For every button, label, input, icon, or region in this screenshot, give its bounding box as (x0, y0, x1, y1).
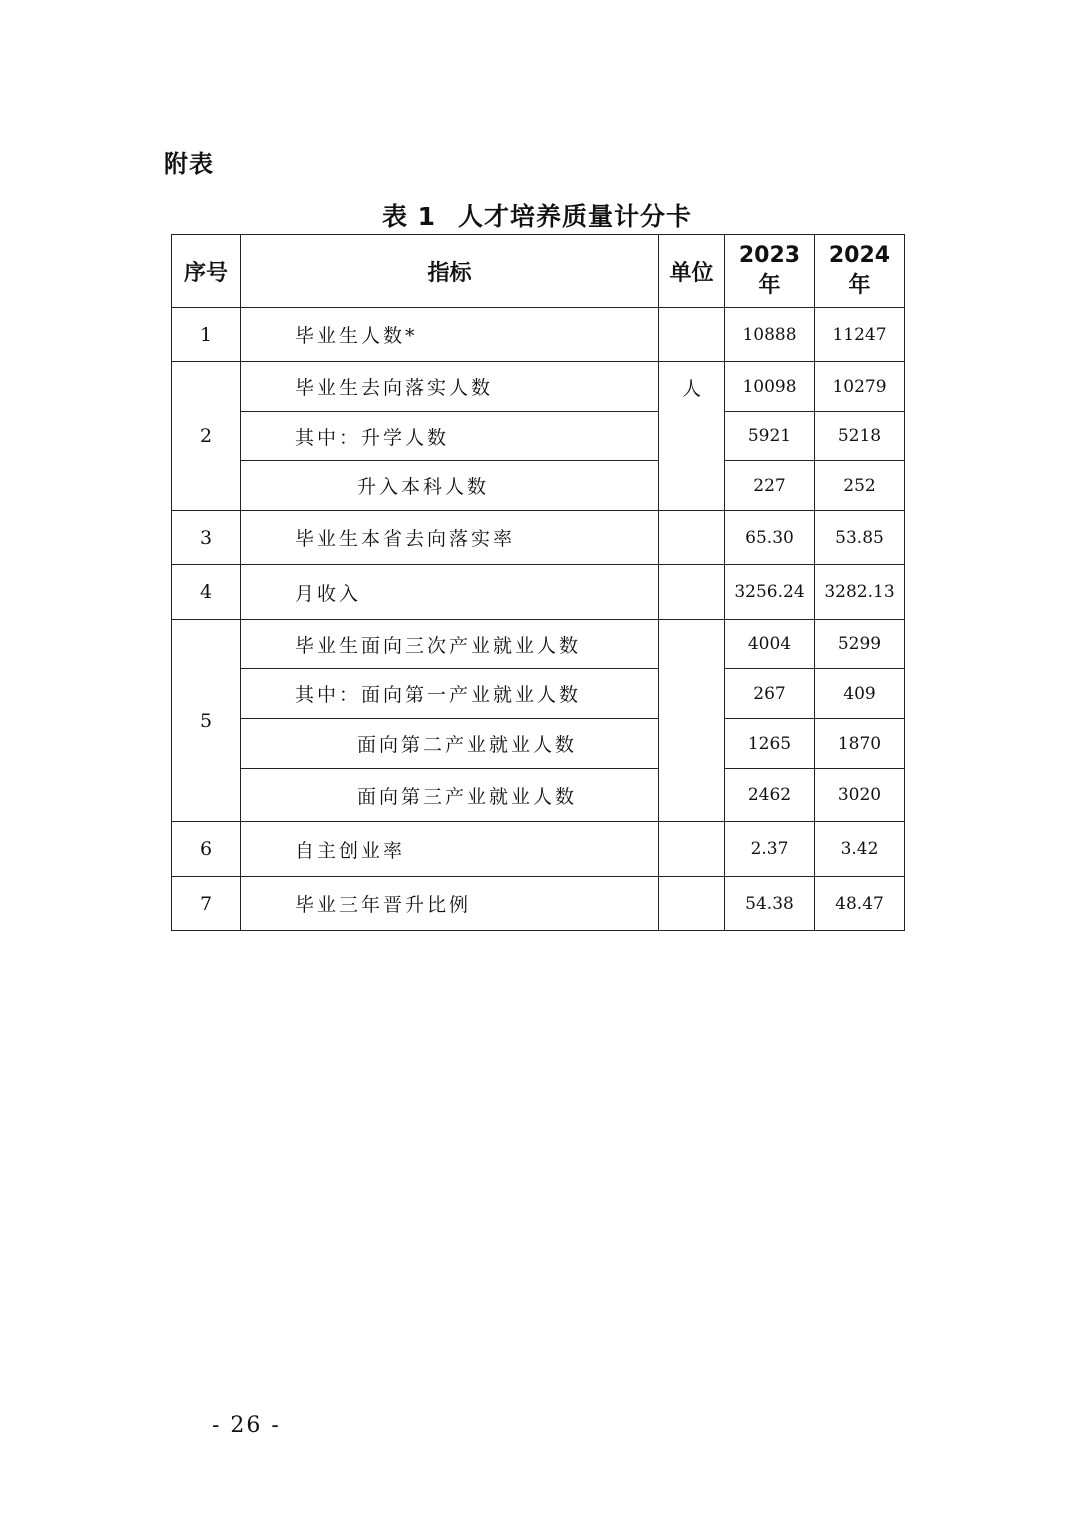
header-indicator: 指标 (241, 235, 659, 308)
indicator-label: 毕业生人数* (295, 325, 418, 347)
unit-cell (659, 511, 725, 565)
value-2023: 54.38 (725, 877, 815, 931)
value-2023: 227 (725, 461, 815, 511)
unit-cell (659, 620, 725, 822)
header-seq: 序号 (172, 235, 241, 308)
table-row (172, 719, 905, 769)
indicator-cell (241, 308, 659, 362)
value-2024: 5299 (815, 620, 905, 669)
table-row (172, 308, 905, 362)
table-row (172, 565, 905, 620)
table-row (172, 362, 905, 412)
seq-cell: 2 (172, 362, 241, 511)
indicator-cell (241, 461, 659, 511)
table-header-row (172, 235, 905, 308)
value-2023: 65.30 (725, 511, 815, 565)
value-2024: 3020 (815, 769, 905, 822)
table-row (172, 669, 905, 719)
value-2024: 252 (815, 461, 905, 511)
indicator-label: 其中：面向第一产业就业人数 (295, 684, 582, 706)
header-2024: 2024 年 (815, 235, 905, 308)
table-title (0, 197, 1074, 233)
value-2024: 3282.13 (815, 565, 905, 620)
unit-cell (659, 565, 725, 620)
value-2024: 409 (815, 669, 905, 719)
value-2023: 3256.24 (725, 565, 815, 620)
seq-cell: 5 (172, 620, 241, 822)
table-row (172, 769, 905, 822)
value-2023: 10888 (725, 308, 815, 362)
value-2023: 2462 (725, 769, 815, 822)
value-2023: 267 (725, 669, 815, 719)
unit-cell (659, 308, 725, 362)
unit-cell (659, 877, 725, 931)
indicator-cell (241, 769, 659, 822)
value-2024: 48.47 (815, 877, 905, 931)
table-row (172, 620, 905, 669)
seq-cell: 7 (172, 877, 241, 931)
seq-cell: 3 (172, 511, 241, 565)
value-2024: 53.85 (815, 511, 905, 565)
appendix-label: 附表 (164, 150, 214, 178)
value-2023: 10098 (725, 362, 815, 412)
unit-cell: 人 (659, 362, 725, 511)
unit-cell (659, 822, 725, 877)
indicator-cell (241, 511, 659, 565)
indicator-label: 面向第二产业就业人数 (357, 734, 578, 756)
header-unit: 单位 (659, 235, 725, 308)
indicator-label: 毕业三年晋升比例 (295, 894, 472, 916)
table-row (172, 461, 905, 511)
table-row (172, 412, 905, 461)
value-2023: 1265 (725, 719, 815, 769)
value-2023: 5921 (725, 412, 815, 461)
talent-quality-scorecard-table (171, 234, 905, 931)
value-2024: 5218 (815, 412, 905, 461)
indicator-cell (241, 719, 659, 769)
table-title-text: 人才培养质量计分卡 (458, 202, 693, 231)
table-row (172, 511, 905, 565)
indicator-label: 毕业生本省去向落实率 (295, 528, 516, 550)
table-title-number: 表 1 (381, 202, 437, 231)
header-2023: 2023 年 (725, 235, 815, 308)
indicator-label: 毕业生去向落实人数 (295, 377, 494, 399)
seq-cell: 6 (172, 822, 241, 877)
indicator-label: 其中：升学人数 (295, 426, 450, 449)
indicator-label: 面向第三产业就业人数 (357, 785, 578, 808)
value-2024: 1870 (815, 719, 905, 769)
table-row (172, 877, 905, 931)
indicator-cell (241, 669, 659, 719)
indicator-label: 月收入 (295, 582, 362, 605)
indicator-cell (241, 620, 659, 669)
indicator-cell (241, 565, 659, 620)
seq-cell: 4 (172, 565, 241, 620)
table-row (172, 822, 905, 877)
indicator-label: 毕业生面向三次产业就业人数 (295, 634, 582, 657)
page-number: - 26 - (212, 1413, 281, 1438)
indicator-label: 升入本科人数 (357, 476, 490, 498)
value-2023: 4004 (725, 620, 815, 669)
indicator-label: 自主创业率 (295, 839, 406, 862)
value-2024: 11247 (815, 308, 905, 362)
value-2024: 10279 (815, 362, 905, 412)
indicator-cell (241, 412, 659, 461)
indicator-cell (241, 877, 659, 931)
indicator-cell (241, 822, 659, 877)
value-2023: 2.37 (725, 822, 815, 877)
seq-cell: 1 (172, 308, 241, 362)
indicator-cell (241, 362, 659, 412)
value-2024: 3.42 (815, 822, 905, 877)
